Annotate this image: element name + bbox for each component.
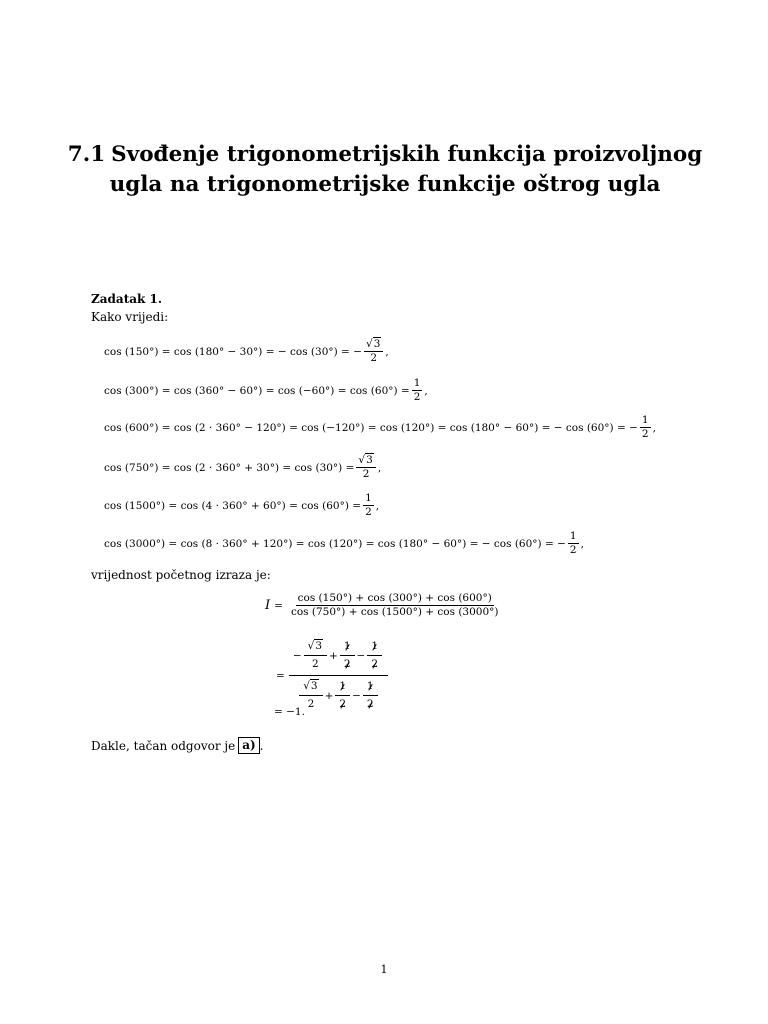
task-label: Zadatak 1. — [91, 292, 163, 306]
equation-6-text: cos (3000°) = cos (8 · 360° + 120°) = cos (120°) = cos (180° − 60°) = − cos (60°) = − — [104, 537, 566, 550]
value-intro: vrijednost početnog izraza je: — [91, 568, 271, 582]
equation-3: cos (600°) = cos (2 · 360° − 120°) = cos (−120°) = cos (120°) = cos (180° − 60°) = − cos (60°) = − $\frac{1}{2}$ , — [104, 414, 656, 440]
equation-3-text: cos (600°) = cos (2 · 360° − 120°) = cos (−120°) = cos (120°) = cos (180° − 60°) = − cos (60°) = − — [104, 421, 638, 434]
equation-5: cos (1500°) = cos (4 · 360° + 60°) = cos (60°) = $\frac{1}{2}$ , — [104, 492, 380, 518]
heading-line-1: Svođenje trigonometrijskih funkcija proizvoljnog — [111, 142, 703, 167]
equation-4-fraction: $\frac{√3}{2}$ — [356, 454, 375, 481]
equation-2-text: cos (300°) = cos (360° − 60°) = cos (−60°) = cos (60°) = — [104, 384, 410, 397]
compound-fraction — [289, 636, 388, 715]
compound-denominator: √ 3 2 + $\frac{1}{2}$ − $\frac{1}{2}$ — [293, 676, 383, 715]
conclusion-text: Dakle, tačan odgovor je — [91, 738, 236, 753]
final-expression: I = $\frac{\cos (150^\circ) + \cos (300^\circ) + \cos (600^\circ)}{\cos (750^\circ) + \cos (1500^\circ) + \cos (3000^\circ)}$ — [265, 592, 499, 618]
equation-6: cos (3000°) = cos (8 · 360° + 120°) = cos (120°) = cos (180° − 60°) = − cos (60°) = − $\frac{1}{2}$ , — [104, 530, 584, 556]
compound-numerator: − √ 3 2 + $\frac{1}{2}$ − $\frac{1}{2}$ — [289, 636, 388, 676]
equation-6-fraction: $\frac{1}{2}$ — [569, 530, 577, 556]
final-numerator: cos (150°) + cos (300°) + cos (600°) — [297, 592, 492, 604]
equation-2: cos (300°) = cos (360° − 60°) = cos (−60°) = cos (60°) = $\frac{1}{2}$ , — [104, 377, 428, 403]
equation-4: cos (750°) = cos (2 · 360° + 30°) = cos (30°) = $\frac{√3}{2}$ , — [104, 454, 382, 480]
substituted-expression — [272, 636, 388, 715]
equation-5-fraction: $\frac{1}{2}$ — [365, 492, 372, 518]
equation-4-text: cos (750°) = cos (2 · 360° + 30°) = cos (30°) = — [104, 461, 355, 474]
equation-1: cos (150°) = cos (180° − 30°) = − cos (30°) = − $\frac{√3}{2}$ , — [104, 338, 389, 364]
equation-5-text: cos (1500°) = cos (4 · 360° + 60°) = cos (60°) = — [104, 499, 362, 512]
equation-1-text: cos (150°) = cos (180° − 30°) = − cos (30°) = − — [104, 345, 362, 358]
final-fraction — [289, 592, 501, 619]
conclusion: Dakle, tačan odgovor je a) . — [91, 738, 264, 753]
equation-2-fraction: $\frac{1}{2}$ — [413, 377, 421, 403]
page-number: 1 — [380, 963, 388, 976]
final-lhs: I — [265, 598, 271, 613]
equals-sign: = — [276, 669, 285, 682]
equation-1-fraction: $\frac{√3}{2}$ — [364, 338, 383, 365]
task-intro: Kako vrijedi: — [91, 310, 169, 324]
final-result: = −1. — [274, 706, 305, 718]
equation-3-fraction: $\frac{1}{2}$ — [641, 414, 649, 440]
section-heading — [60, 140, 710, 200]
final-denominator: cos (750°) + cos (1500°) + cos (3000°) — [290, 606, 499, 618]
heading-line-2: ugla na trigonometrijske funkcije oštrog ugla — [109, 172, 661, 197]
section-number: 7.1 — [67, 142, 106, 167]
answer-box: a) — [238, 737, 259, 754]
